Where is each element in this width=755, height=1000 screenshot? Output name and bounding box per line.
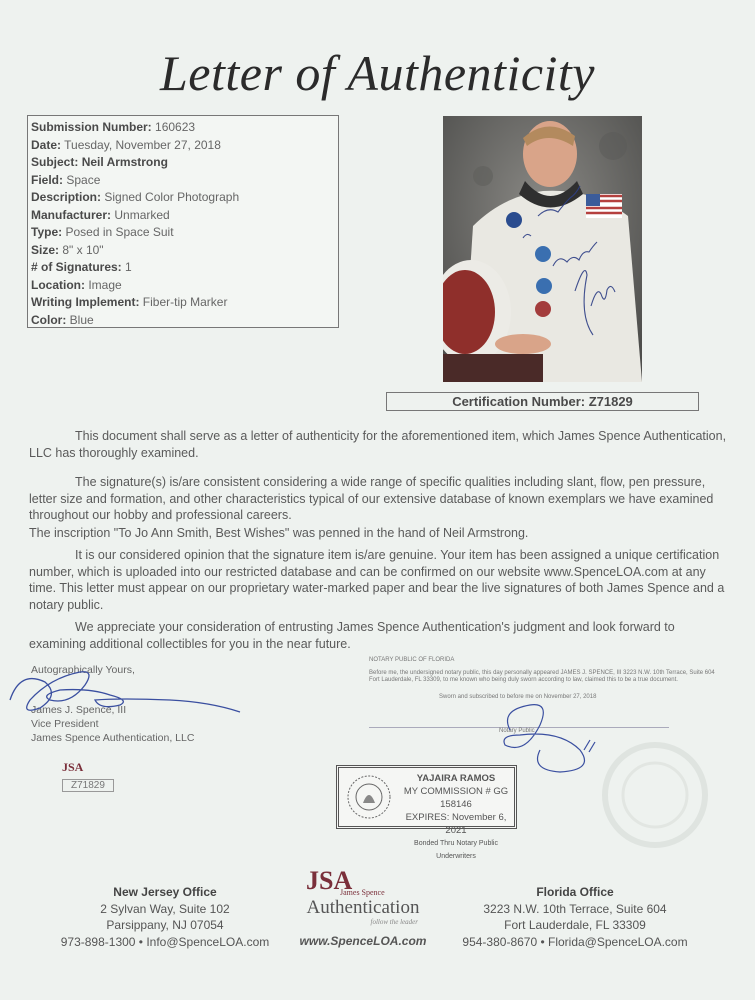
info-signatures: # of Signatures: 1: [31, 260, 132, 274]
notary-statement: Before me, the undersigned notary public, this day personally appeared JAMES J. SPENCE, III 3223 N.W. 10th Terrace, Suite 604 Fort Lauderdale, FL 33309, to me known who being duly sworn according to law, claimed this to be a true document.: [369, 670, 715, 683]
info-description: Description: Signed Color Photograph: [31, 190, 240, 204]
info-location: Location: Image: [31, 277, 122, 292]
nj-contact: 973-898-1300 • Info@SpenceLOA.com: [60, 934, 270, 949]
certification-number: Certification Number: Z71829: [386, 392, 699, 411]
info-size: Size: 8" x 10": [31, 242, 104, 257]
footer-fl-office: Florida Office 3223 N.W. 10th Terrace, Suite 604 Fort Lauderdale, FL 33309 954-380-8670 • Florida@SpenceLOA.com: [450, 884, 700, 950]
sticker-number: Z71829: [62, 779, 114, 792]
notary-sworn-date: Sworn and subscribed to before me on November 27, 2018: [439, 694, 597, 700]
spence-signature: [0, 660, 260, 720]
footer-nj-office: New Jersey Office 2 Sylvan Way, Suite 102 Parsippany, NJ 07054 973-898-1300 • Info@SpenceLOA.com: [40, 884, 290, 950]
notary-bonded: Bonded Thru Notary Public Underwriters: [414, 840, 498, 860]
notary-commission: MY COMMISSION # GG 158146: [403, 786, 509, 810]
fl-contact: 954-380-8670 • Florida@SpenceLOA.com: [462, 934, 688, 949]
page-title: Letter of Authenticity: [160, 45, 595, 101]
jsa-logo: JSA James Spence Authentication follow the leader www.SpenceLOA.com: [299, 866, 427, 948]
closing: Autographically Yours,: [31, 664, 135, 676]
florida-notary-seal-icon: [345, 773, 393, 821]
info-subject: Subject: Neil Armstrong: [31, 155, 168, 169]
notary-name: YAJAIRA RAMOS: [416, 773, 496, 784]
paragraph-consistency: The signature(s) is/are consistent considering a wide range of specific qualities including slant, flow, pen pressure, letter size and formation, and other characteristics typical of our extensive database of known exemplars we have examined throughout our hobby and professional careers.: [29, 475, 714, 522]
paragraph-appreciation: We appreciate your consideration of entrusting James Spence Authentication's judgment and look forward to examining additional collectibles for you in the near future.: [29, 620, 675, 651]
notary-line-label: Notary Public: [499, 728, 535, 734]
info-submission-number: Submission Number: 160623: [31, 120, 196, 134]
notary-heading: NOTARY PUBLIC OF FLORIDA: [369, 657, 455, 663]
info-field: Field: Space: [31, 172, 101, 187]
signatory-role: Vice President: [31, 718, 99, 730]
signatory-company: James Spence Authentication, LLC: [31, 732, 195, 744]
paragraph-inscription: The inscription "To Jo Ann Smith, Best Wishes" was penned in the hand of Neil Armstrong.: [29, 526, 529, 540]
info-color: Color: Blue: [31, 312, 94, 327]
website-link[interactable]: www.SpenceLOA.com: [299, 934, 427, 948]
astronaut-photo-illustration: [443, 116, 642, 382]
notary-seal-stamp: [336, 765, 517, 860]
signed-photo: [443, 116, 642, 382]
notary-expires: EXPIRES: November 6, 2021: [405, 812, 507, 836]
paragraph-opinion: It is our considered opinion that the signature item is/are genuine. Your item has been assigned a unique certification number, which is uploaded into our restricted database and can be confirmed on our website www.SpenceLOA.com at any time. This letter must appear on our proprietary water-marked paper and bear the live signatures of both James Spence and a notary public.: [29, 548, 725, 612]
info-type: Type: Posed in Space Suit: [31, 225, 174, 239]
signatory-name: James J. Spence, III: [31, 704, 127, 716]
info-writing-implement: Writing Implement: Fiber-tip Marker: [31, 295, 228, 309]
embossed-seal-watermark: [590, 740, 720, 850]
info-manufacturer: Manufacturer: Unmarked: [31, 207, 170, 222]
paragraph-authenticity: This document shall serve as a letter of authenticity for the aforementioned item, which James Spence Authentication, LLC has thoroughly examined.: [29, 429, 727, 460]
info-date: Date: Tuesday, November 27, 2018: [31, 137, 221, 152]
item-info-box: [27, 115, 339, 328]
jsa-sticker: JSA Z71829: [62, 760, 114, 793]
